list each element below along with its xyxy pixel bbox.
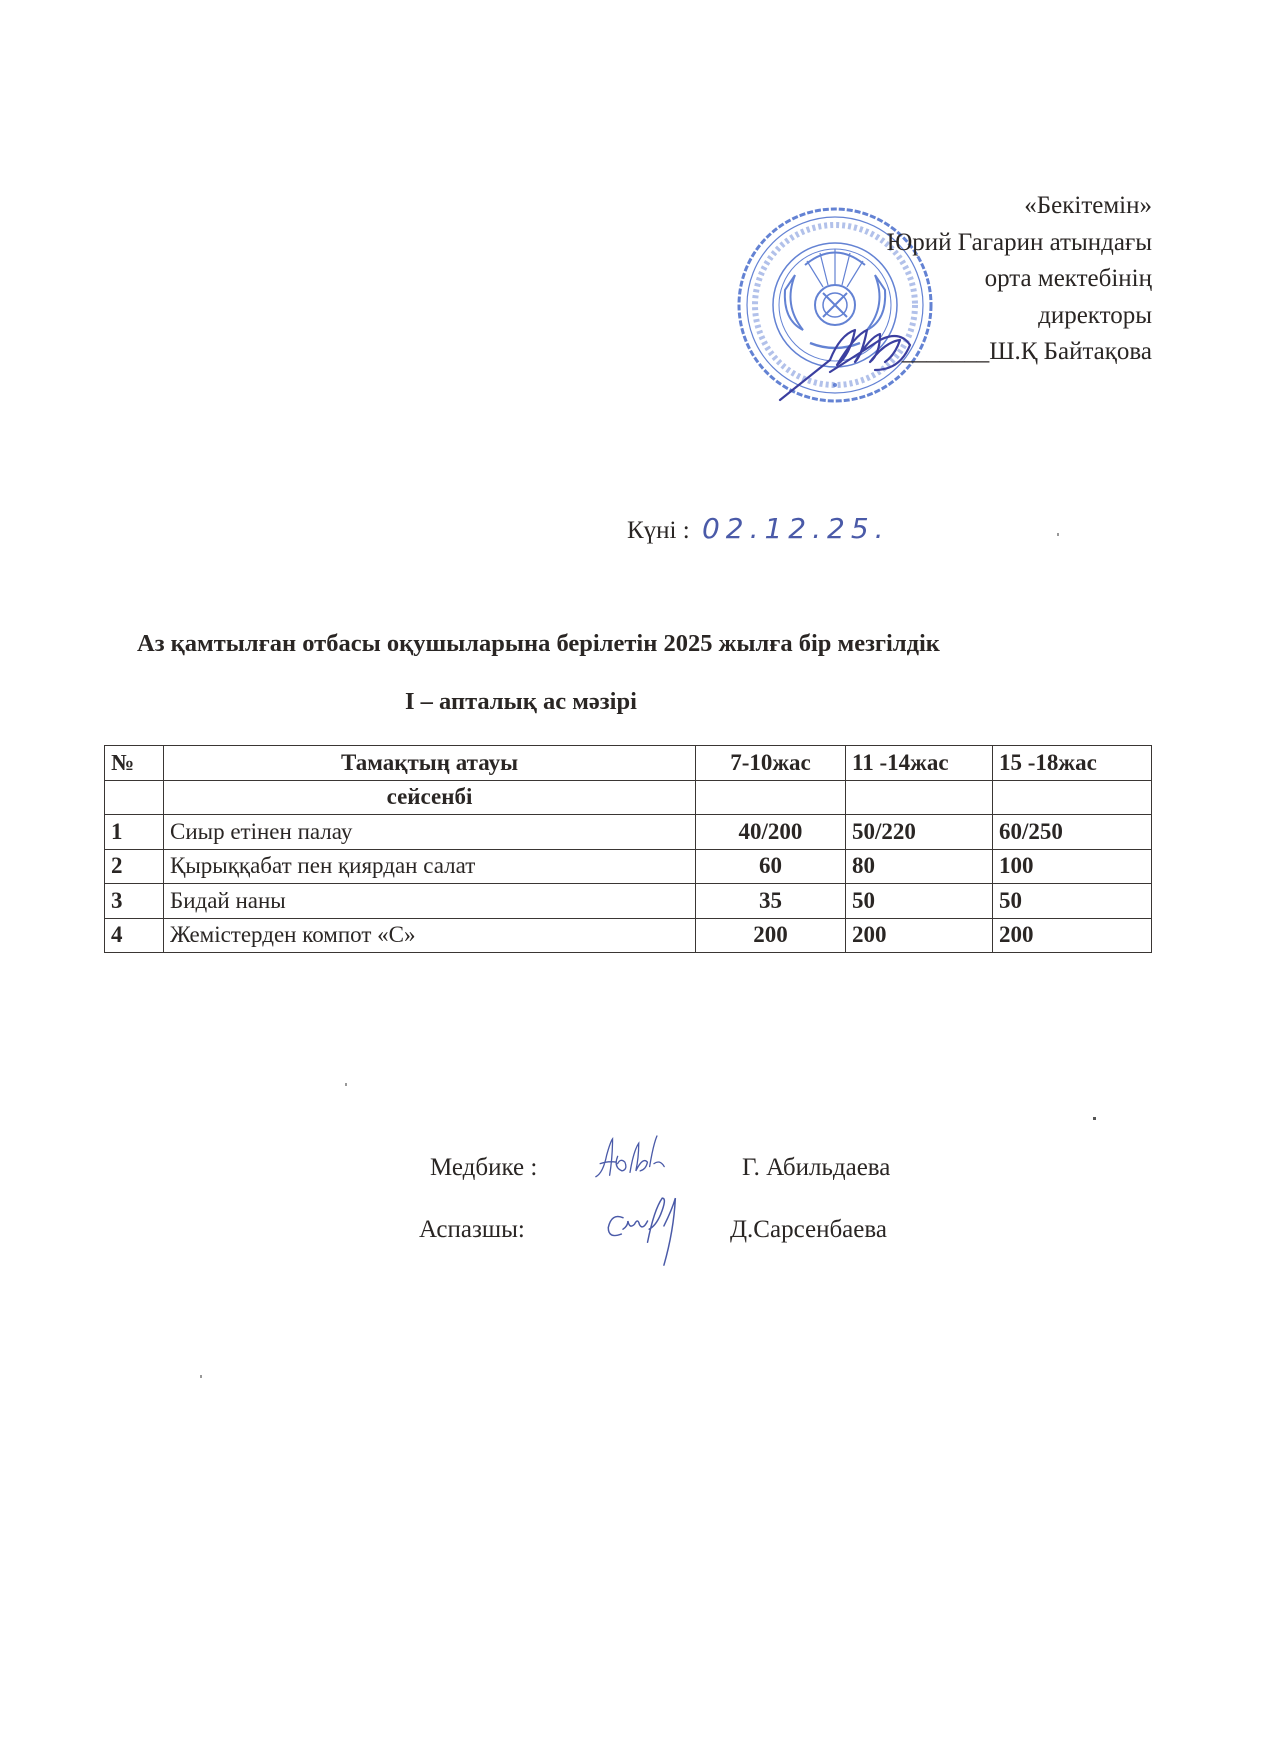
portion-15-18: 50 [993,884,1152,919]
header-age-15-18: 15 -18жас [993,746,1152,781]
portion-11-14: 50/220 [846,815,993,850]
day-cell-7-10 [696,780,846,815]
table-row [105,918,1152,953]
table-row [105,849,1152,884]
scan-speck [345,1083,347,1086]
row-number: 4 [105,918,164,953]
header-age-11-14: 11 -14жас [846,746,993,781]
day-number-cell [105,780,164,815]
day-cell-15-18 [993,780,1152,815]
document-title: Аз қамтылған отбасы оқушыларына берілетін 2025 жылға бір мезгілдік [137,630,940,657]
approval-director-name: _______Ш.Қ Байтақова [901,338,1152,365]
day-cell-11-14 [846,780,993,815]
dish-name: Қырыққабат пен қиярдан салат [164,849,696,884]
nurse-signature-icon [590,1128,670,1192]
row-number: 1 [105,815,164,850]
approval-position: директоры [1038,301,1152,329]
portion-11-14: 80 [846,849,993,884]
scan-speck [1057,533,1059,536]
row-number: 3 [105,884,164,919]
header-age-7-10: 7-10жас [696,746,846,781]
row-number: 2 [105,849,164,884]
menu-table [104,745,1152,953]
signoff-nurse-role: Медбике : [430,1154,538,1181]
approval-school-line-2: орта мектебінің [984,265,1152,292]
scan-speck [1093,1117,1096,1120]
approval-heading: «Бекітемін» [1024,192,1152,219]
portion-15-18: 60/250 [993,815,1152,850]
portion-15-18: 200 [993,918,1152,953]
day-row [105,780,1152,815]
portion-7-10: 60 [696,849,846,884]
date-row [627,512,890,545]
portion-7-10: 35 [696,884,846,919]
signoff-nurse-name: Г. Абильдаева [742,1154,891,1181]
table-header-row [105,746,1152,781]
portion-7-10: 40/200 [696,815,846,850]
day-label: сейсенбі [164,780,696,815]
dish-name: Жемістерден компот «С» [164,918,696,953]
date-value: 02.12.25. [701,512,890,545]
approval-block [887,188,1152,371]
signoff-cook-name: Д.Сарсенбаева [730,1216,887,1243]
document-subtitle: І – апталық ас мәзірі [405,688,637,715]
portion-11-14: 50 [846,884,993,919]
signoffs [0,1150,1276,1290]
scan-speck [200,1375,202,1378]
portion-15-18: 100 [993,849,1152,884]
cook-signature-icon [605,1190,695,1270]
dish-name: Бидай наны [164,884,696,919]
date-label: Күні : [627,517,690,544]
header-dish-name: Тамақтың атауы [164,746,696,781]
header-number: № [105,746,164,781]
dish-name: Сиыр етінен палау [164,815,696,850]
approval-school-line: Юрий Гагарин атындағы [886,228,1152,256]
table-row [105,884,1152,919]
portion-7-10: 200 [696,918,846,953]
table-row [105,815,1152,850]
portion-11-14: 200 [846,918,993,953]
signoff-cook-role: Аспазшы: [419,1216,525,1243]
